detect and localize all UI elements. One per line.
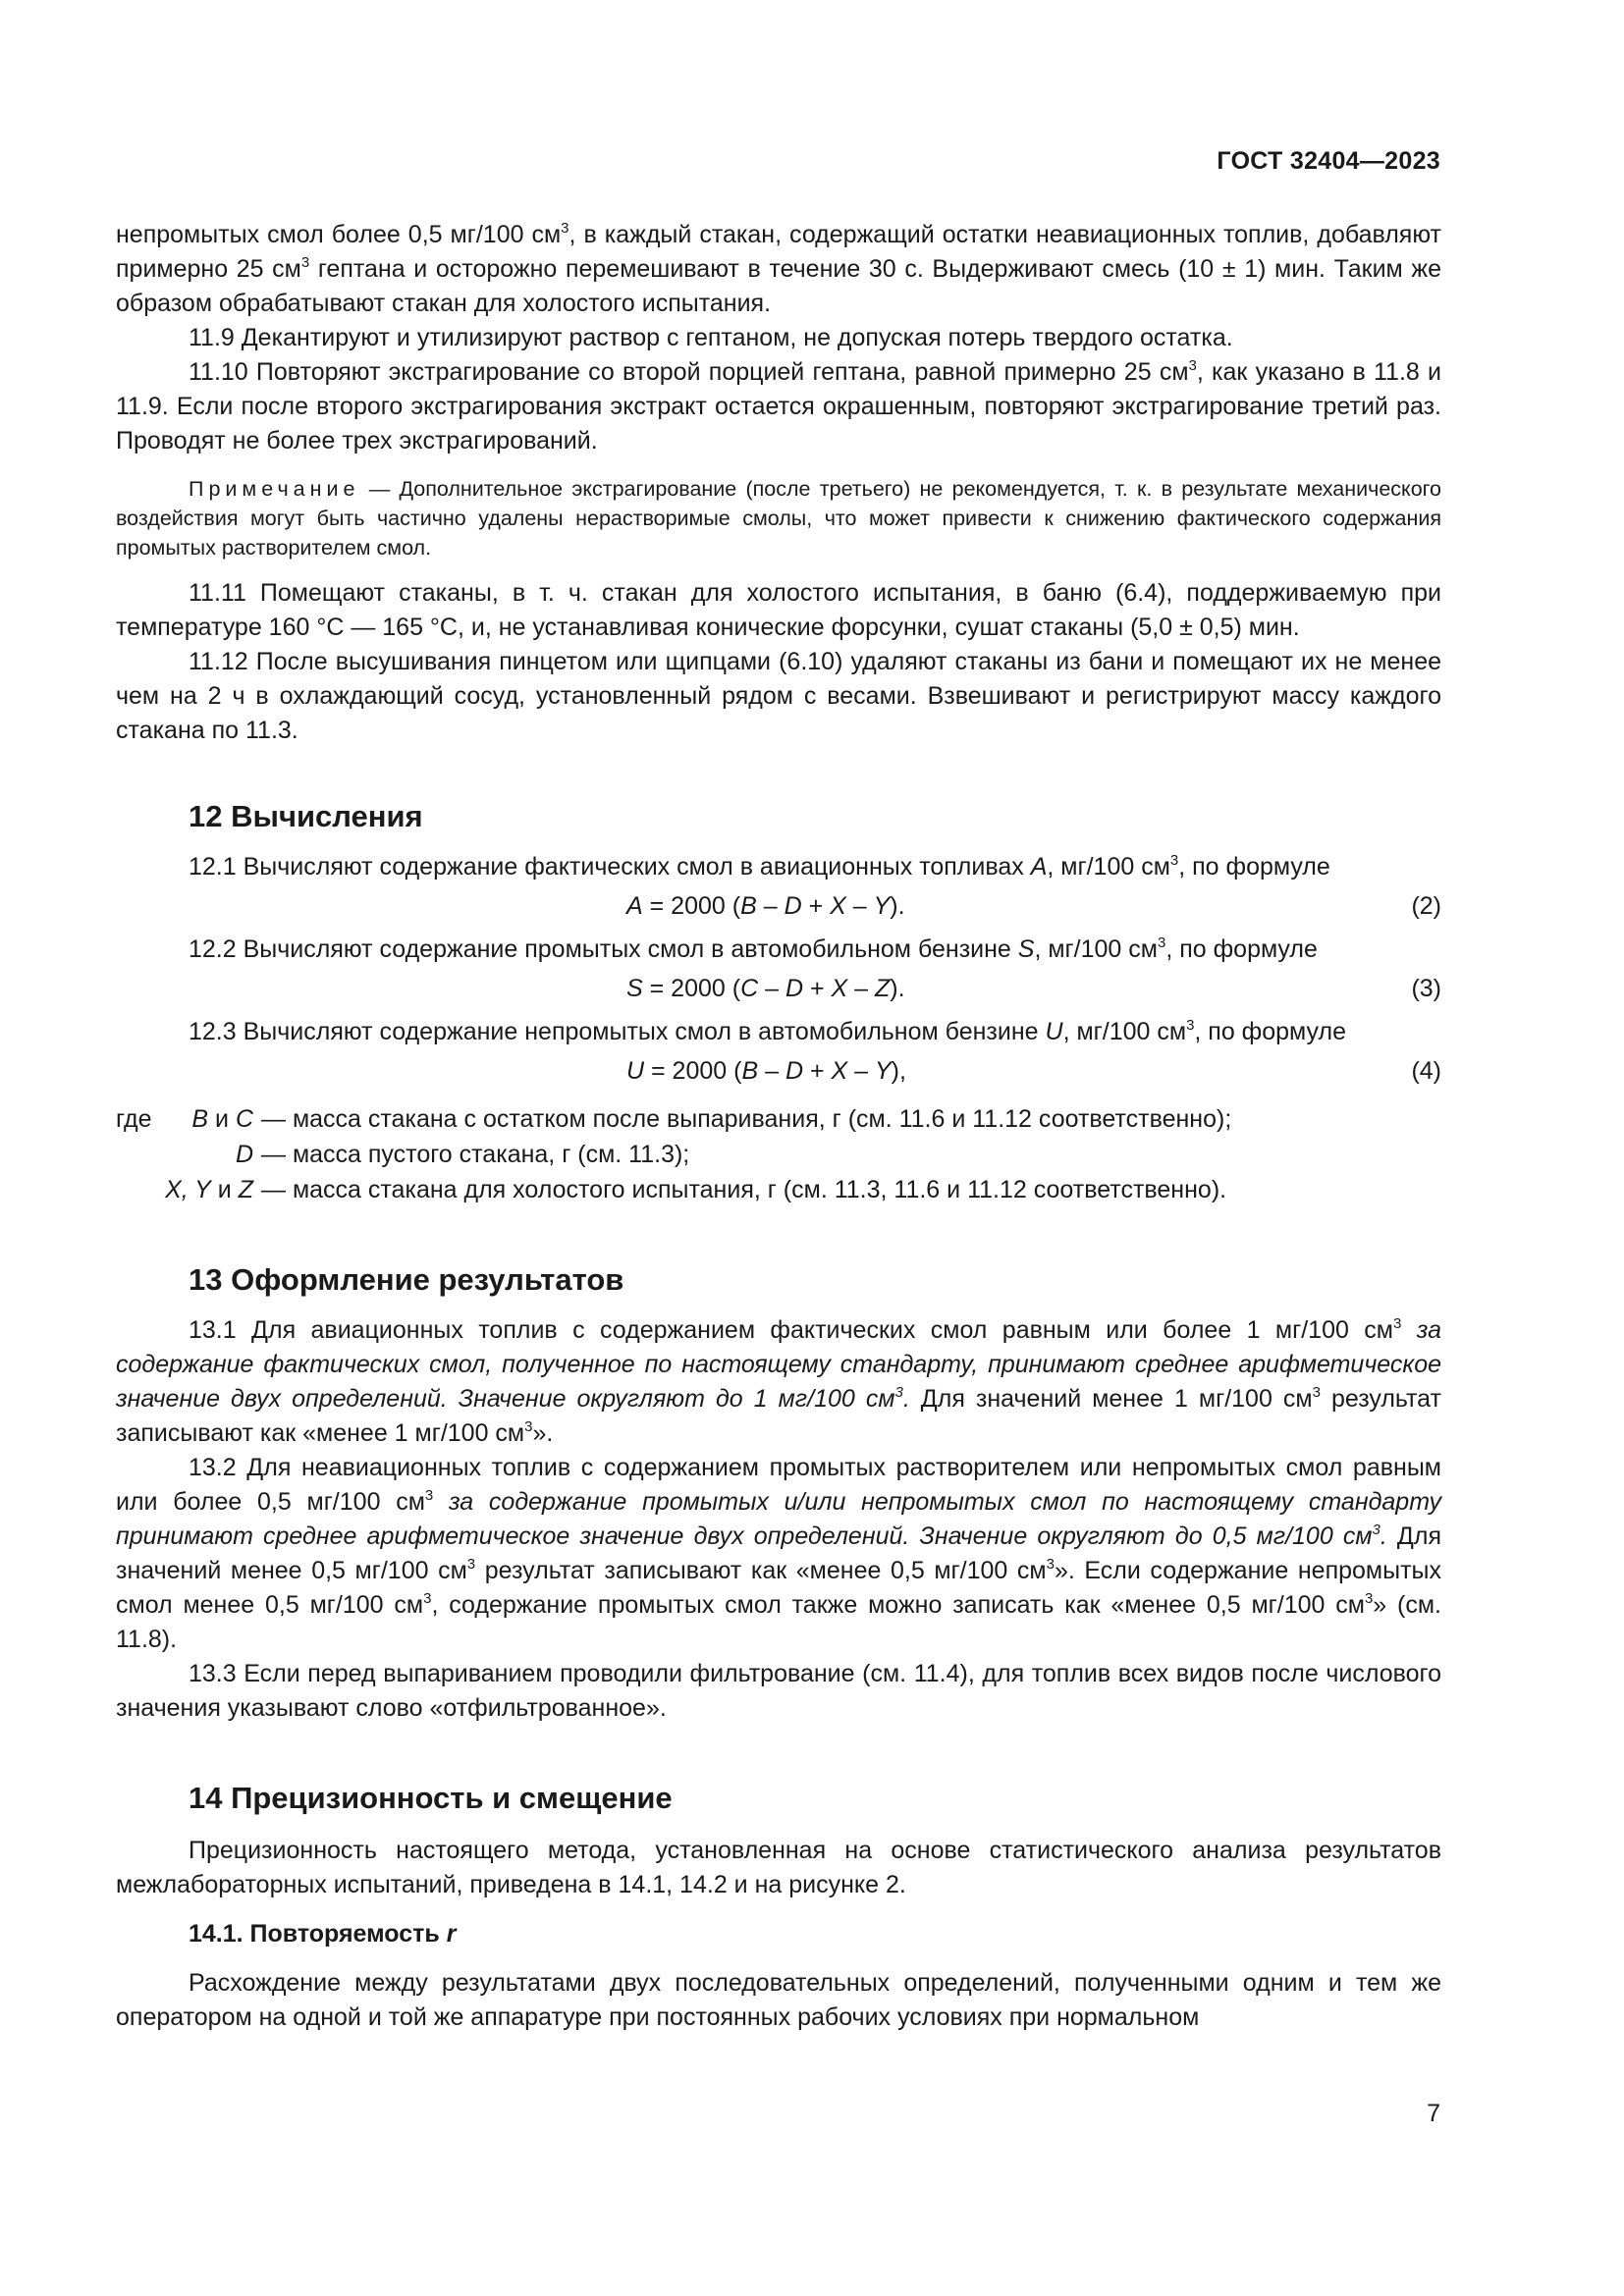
formula-2: A = 2000 (B – D + X – Y). (2): [116, 890, 1441, 923]
paragraph-14-1: Расхождение между результатами двух последовательных определений, полученными одним и тем же оператором на одной и той же аппаратуре при постоянных рабочих условиях при нормальном: [116, 1969, 1441, 2031]
note-label: Примечание: [189, 477, 360, 501]
document-code-header: ГОСТ 32404—2023: [1217, 147, 1440, 175]
page-number: 7: [1427, 2100, 1440, 2127]
variable-definitions: [116, 1101, 1441, 1219]
definition-row: где B и C — масса стакана с остатком после выпаривания, г (см. 11.6 и 11.12 соответственно);: [116, 1101, 1441, 1137]
paragraph-12-3: 12.3 Вычисляют содержание непромытых смол в автомобильном бензине U, мг/100 $см^3$, по формуле: [189, 1017, 1346, 1045]
formula-4: U = 2000 (B – D + X – Y), (4): [116, 1055, 1441, 1088]
formula-number: (2): [1411, 892, 1441, 920]
paragraph-continuation: непромытых смол более 0,5 мг/100 $см^3$, в каждый стакан, содержащий остатки неавиационных топлив, добавляют примерно 25 $см^3$ гептана и осторожно перемешивают в течение 30 с. Выдерживают смесь (10 ± 1) мин. Таким же образом обрабатывают стакан для холостого испытания.: [116, 220, 1441, 317]
definition-row: D — масса пустого стакана, г (см. 11.3);: [235, 1141, 690, 1168]
formula-number: (3): [1411, 975, 1441, 1002]
definition-row: X, Y и Z — масса стакана для холостого испытания, г (см. 11.3, 11.6 и 11.12 соответственно).: [165, 1176, 1227, 1203]
formula-number: (4): [1411, 1057, 1441, 1085]
paragraph-12-2: 12.2 Вычисляют содержание промытых смол в автомобильном бензине S, мг/100 $см^3$, по формуле: [189, 934, 1318, 963]
section-14-title: 14 Прецизионность и смещение: [189, 1781, 673, 1815]
where-word: где: [116, 1105, 152, 1133]
paragraph-11-11: 11.11 Помещают стаканы, в т. ч. стакан для холостого испытания, в баню (6.4), поддерживаемую при температуре 160 °С — 165 °С, и, не устанавливая конические форсунки, сушат стаканы (5,0 ± 0,5) мин.: [116, 579, 1441, 641]
paragraph-13-1: 13.1 Для авиационных топлив с содержанием фактических смол равным или более 1 мг/100 $см^3$ за содержание фактических смол, полученное по настоящему стандарту, принимают среднее арифметическое значение двух определений. Значение округляют до 1 мг/100 $см^3$. Для значений менее 1 мг/100 $см^3$ результат записывают как «менее 1 мг/100 $см^3$».: [116, 1315, 1441, 1447]
paragraph-11-12: 11.12 После высушивания пинцетом или щипцами (6.10) удаляют стаканы из бани и помещают их не менее чем на 2 ч в охлаждающий сосуд, установленный рядом с весами. Взвешивают и регистрируют массу каждого стакана по 11.3.: [116, 648, 1441, 744]
note: Примечание — Дополнительное экстрагирование (после третьего) не рекомендуется, т. к. в результате механического воздействия могут быть частично удалены нерастворимые смолы, что может привести к снижению фактического содержания промытых растворителем смол.: [116, 477, 1441, 560]
paragraph-11-10: 11.10 Повторяют экстрагирование со второй порцией гептана, равной примерно 25 $см^3$, как указано в 11.8 и 11.9. Если после второго экстрагирования экстракт остается окрашенным, повторяют экстрагирование третий раз. Проводят не более трех экстрагирований.: [116, 357, 1441, 454]
subsection-14-1-title: 14.1. Повторяемость r: [189, 1920, 457, 1948]
paragraph-14-intro: Прецизионность настоящего метода, установленная на основе статистического анализа результатов межлабораторных испытаний, приведена в 14.1, 14.2 и на рисунке 2.: [116, 1837, 1441, 1898]
paragraph-13-3: 13.3 Если перед выпариванием проводили фильтрование (см. 11.4), для топлив всех видов после числового значения указывают слово «отфильтрованное».: [116, 1660, 1441, 1722]
page-content: [116, 218, 1441, 2035]
section-13-title: 13 Оформление результатов: [189, 1262, 624, 1297]
paragraph-13-2: 13.2 Для неавиационных топлив с содержанием промытых растворителем или непромытых смол равным или более 0,5 мг/100 $см^3$ за содержание промытых и/или непромытых смол по настоящему стандарту принимают среднее арифметическое значение двух определений. Значение округляют до 0,5 мг/100 $см^3$. Для значений менее 0,5 мг/100 $см^3$ результат записывают как «менее 0,5 мг/100 $см^3$». Если содержание непромытых смол менее 0,5 мг/100 $см^3$, содержание промытых смол также можно записать как «менее 0,5 мг/100 $см^3$» (см. 11.8).: [116, 1454, 1441, 1653]
paragraph-12-1: 12.1 Вычисляют содержание фактических смол в авиационных топливах A, мг/100 $см^3$, по формуле: [189, 852, 1330, 881]
section-12-title: 12 Вычисления: [189, 799, 423, 833]
formula-3: S = 2000 (C – D + X – Z). (3): [116, 973, 1441, 1005]
paragraph-11-9: 11.9 Декантируют и утилизируют раствор с гептаном, не допуская потерь твердого остатка.: [189, 324, 1233, 351]
